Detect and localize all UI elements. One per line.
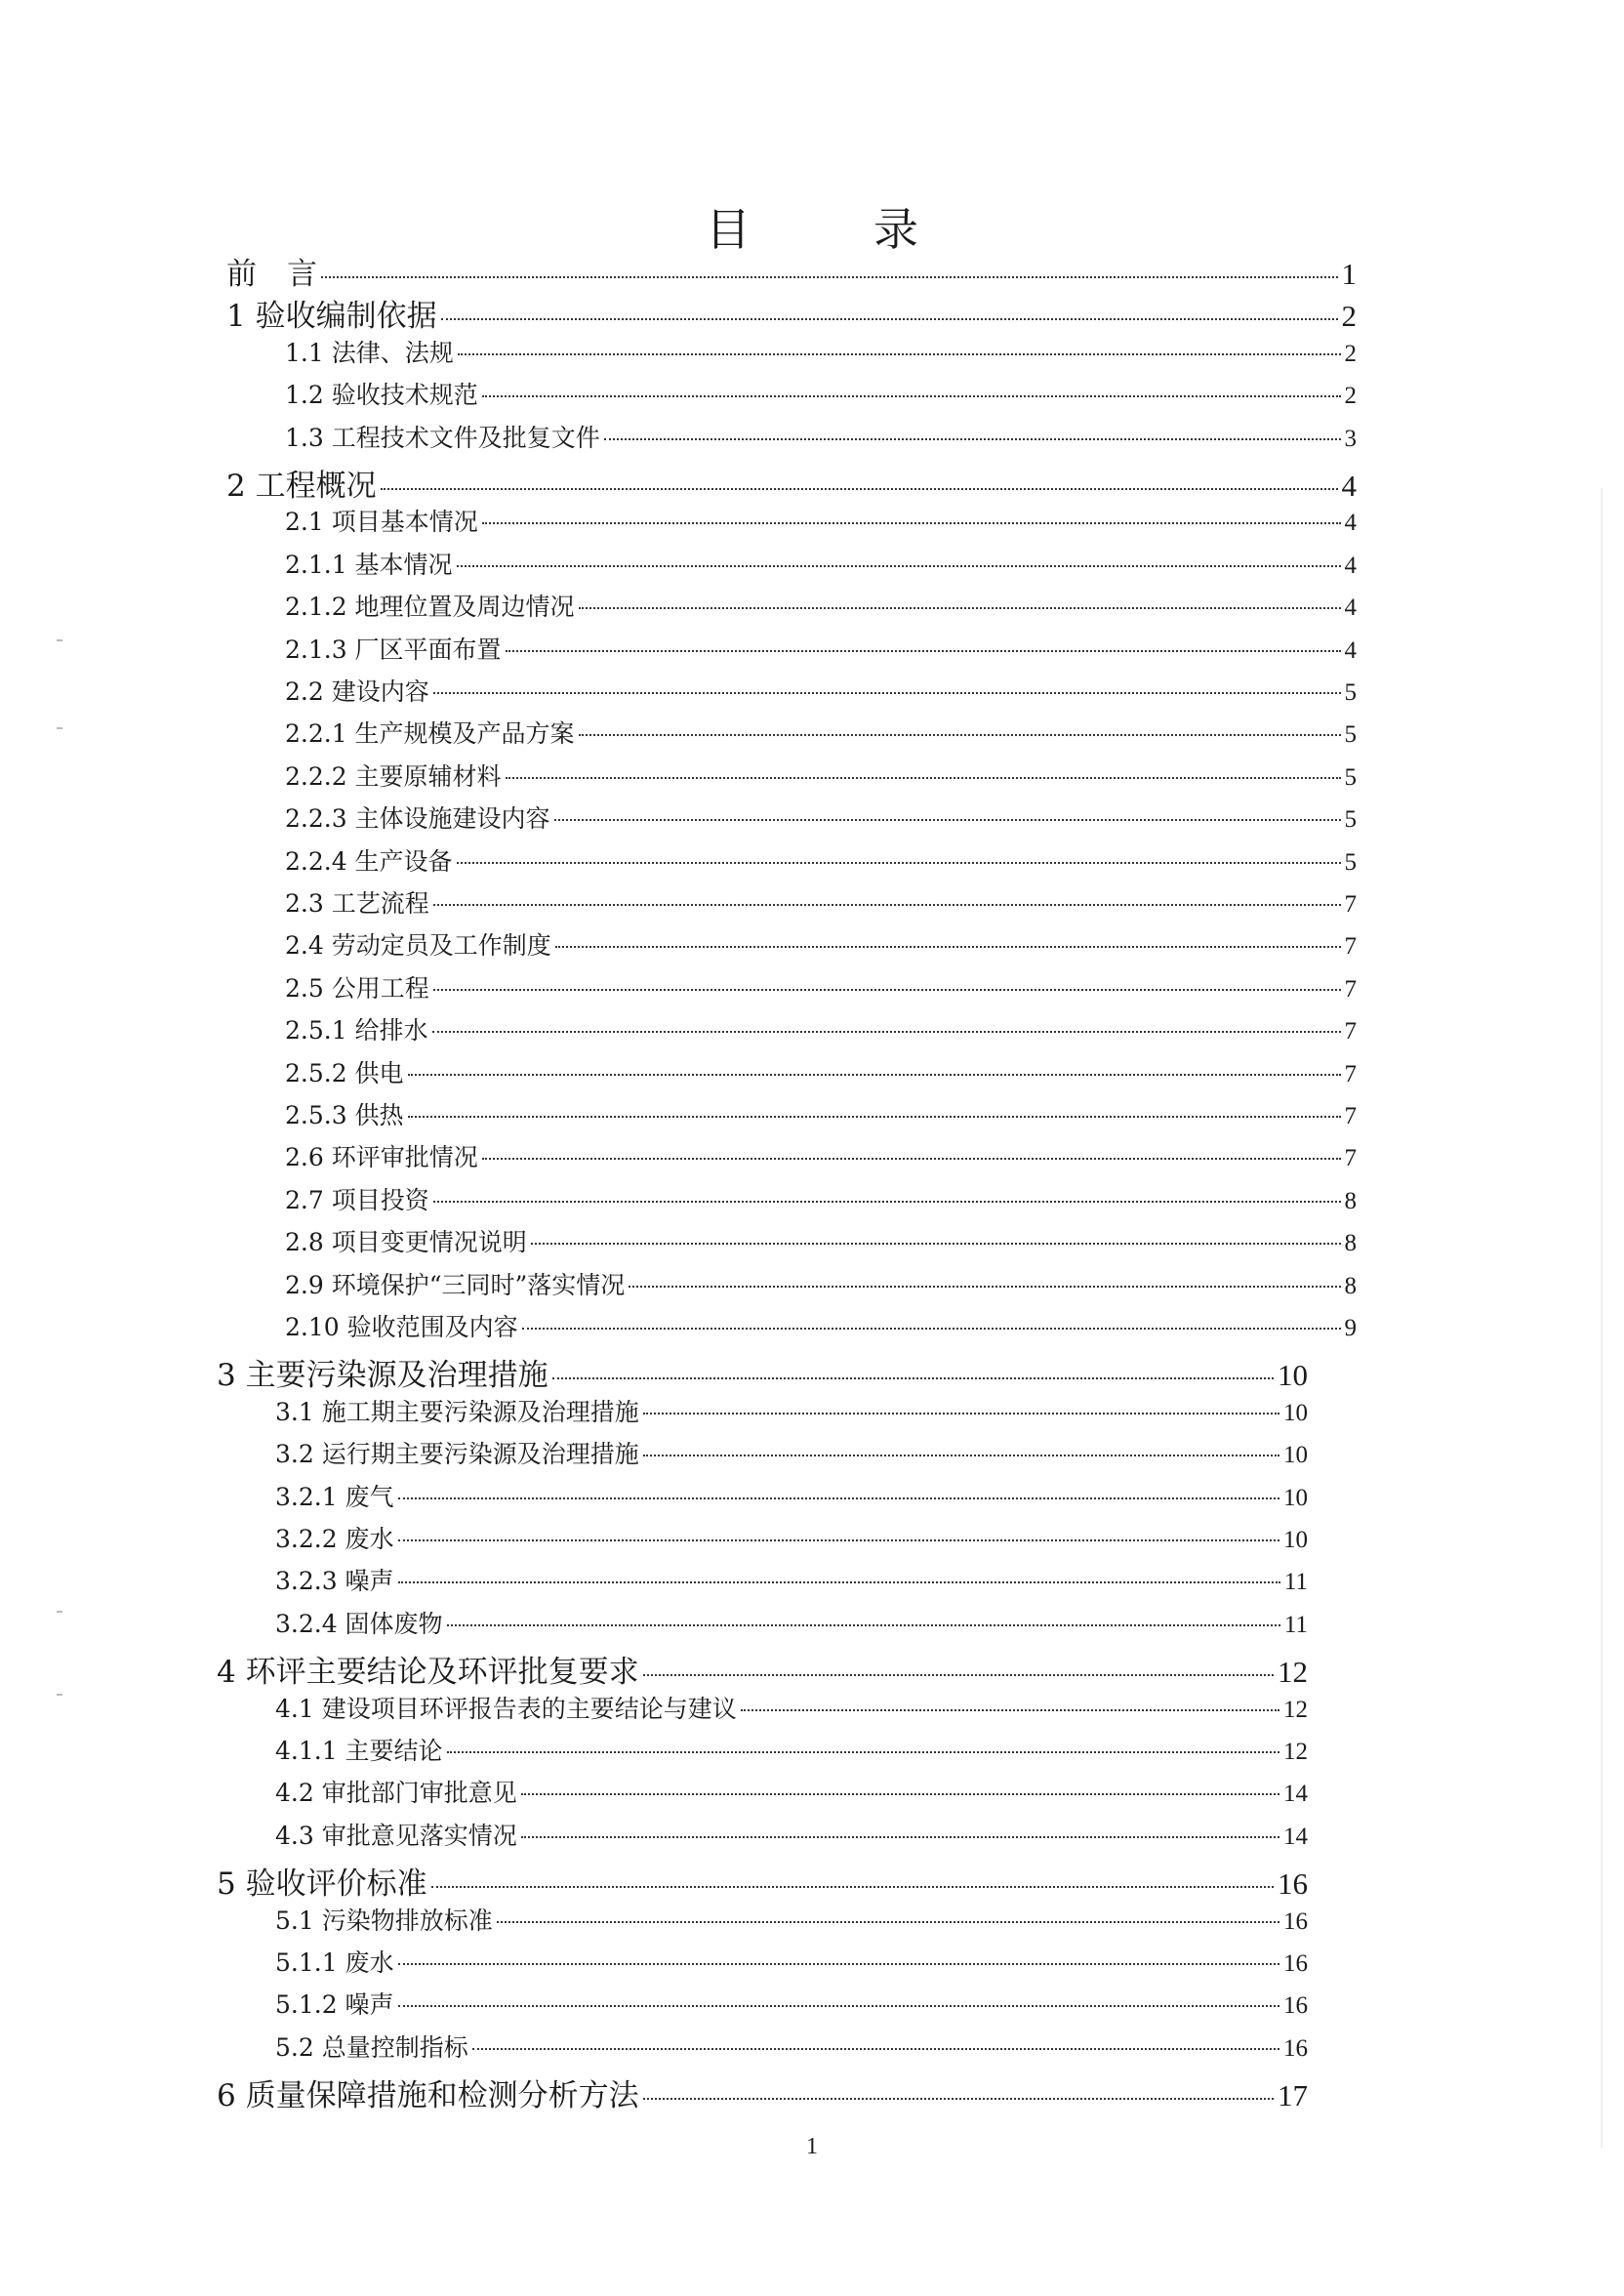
toc-leader-dots [457,565,1341,567]
toc-entry-label: 2.7 项目投资 [285,1185,429,1214]
toc-entry-label: 3.2.4 固体废物 [275,1609,443,1638]
toc-entry-label: 2.5.3 供热 [285,1101,404,1129]
toc-entry-page: 7 [1344,891,1357,918]
toc-entry-label: 2 工程概况 [226,469,377,504]
toc-entry-page: 10 [1283,1484,1308,1511]
toc-entry[interactable] [275,1902,1308,1945]
toc-leader-dots [522,1328,1341,1330]
toc-entry-page: 5 [1344,679,1357,706]
toc-entry[interactable] [275,1817,1308,1860]
toc-leader-dots [398,1963,1279,1965]
toc-entry[interactable] [285,503,1357,546]
toc-entry[interactable] [275,1478,1308,1521]
toc-entry-label: 2.5.1 给排水 [285,1016,428,1046]
toc-entry[interactable] [217,2070,1308,2113]
toc-leader-dots [629,1286,1340,1288]
toc-entry-page: 8 [1344,1187,1357,1214]
toc-leader-dots [579,734,1341,736]
toc-entry-page: 16 [1283,2034,1308,2062]
toc-entry-label: 2.2.3 主体设施建设内容 [285,804,550,834]
toc-entry[interactable] [285,758,1357,800]
toc-leader-dots [431,1886,1274,1888]
toc-entry-label: 5 验收评价标准 [217,1866,427,1903]
toc-leader-dots [408,1074,1341,1076]
toc-entry-label: 前 言 [226,257,317,292]
toc-leader-dots [472,2048,1279,2050]
toc-leader-dots [741,1709,1279,1711]
toc-leader-dots [321,276,1338,278]
toc-leader-dots [643,1455,1279,1456]
toc-entry[interactable] [285,334,1357,377]
toc-leader-dots [433,1201,1341,1203]
toc-leader-dots [482,395,1341,397]
toc-entry-page: 10 [1278,1358,1308,1393]
toc-entry[interactable] [275,1393,1308,1436]
scan-mark [57,639,62,641]
toc-entry-page: 7 [1344,1103,1357,1129]
toc-leader-dots [506,650,1341,652]
toc-leader-dots [447,1751,1279,1753]
toc-entry-page: 16 [1283,1907,1308,1935]
toc-leader-dots [433,989,1341,991]
toc-entry[interactable] [217,1647,1308,1690]
toc-leader-dots [521,1836,1279,1838]
toc-leader-dots [458,353,1341,355]
toc-entry-label: 1.2 验收技术规范 [285,381,478,410]
toc-leader-dots [398,1539,1279,1541]
toc-entry-label: 5.2 总量控制指标 [275,2032,468,2062]
toc-entry[interactable] [275,1520,1308,1563]
toc-entry[interactable] [285,376,1357,419]
toc-entry-page: 7 [1344,1018,1357,1046]
toc-entry-page: 10 [1283,1399,1308,1426]
toc-entry[interactable] [285,1011,1357,1054]
toc-entry[interactable] [285,715,1357,758]
toc-entry-page: 5 [1344,848,1357,876]
toc-entry-page: 3 [1344,425,1357,452]
toc-leader-dots [531,1243,1341,1245]
toc-entry-label: 2.4 劳动定员及工作制度 [285,931,551,961]
toc-entry-page: 8 [1344,1272,1357,1299]
toc-entry-page: 16 [1283,1992,1308,2020]
toc-entry-page: 12 [1283,1696,1308,1723]
scan-mark [57,1694,62,1696]
toc-entry-page: 7 [1344,1060,1357,1087]
toc-entry-page: 4 [1344,510,1357,537]
toc-entry-label: 2.2.1 生产规模及产品方案 [285,719,575,749]
toc-entry-label: 3.2.3 噪声 [275,1567,394,1596]
toc-entry[interactable] [275,1435,1308,1478]
page-number: 1 [806,2134,818,2159]
toc-entry[interactable] [285,631,1357,674]
toc-entry-label: 1 验收编制依据 [226,299,437,335]
toc-entry-page: 2 [1344,340,1357,367]
toc-leader-dots [552,1377,1274,1379]
toc-leader-dots [482,1158,1341,1160]
toc-entry-page: 4 [1341,469,1357,503]
toc-entry-label: 3.1 施工期主要污染源及治理措施 [275,1397,639,1426]
toc-entry-page: 5 [1344,763,1357,791]
toc-entry[interactable] [275,1690,1308,1733]
toc-leader-dots [432,1031,1341,1033]
toc-entry-page: 16 [1278,1866,1308,1902]
toc-entry-label: 1.1 法律、法规 [285,338,454,367]
toc-entry-page: 12 [1283,1739,1308,1765]
toc-entry-label: 2.6 环评审批情况 [285,1143,478,1172]
toc-leader-dots [506,777,1341,779]
toc-entry-label: 4.1 建设项目环评报告表的主要结论与建议 [275,1694,737,1723]
toc-entry-label: 2.5.2 供电 [285,1058,404,1087]
toc-entry[interactable] [275,1774,1308,1817]
toc-entry-page: 16 [1283,1950,1308,1977]
toc-entry[interactable] [285,1266,1357,1309]
toc-entry-page: 9 [1344,1315,1357,1341]
toc-leader-dots [497,1921,1279,1923]
toc-entry-page: 5 [1344,806,1357,834]
toc-entry[interactable] [275,1944,1308,1987]
toc-entry-page: 1 [1341,257,1357,291]
toc-entry-label: 4.2 审批部门审批意见 [275,1779,517,1808]
scan-mark [57,727,62,729]
toc-entry-label: 5.1.1 废水 [275,1948,394,1977]
toc-entry-page: 4 [1344,594,1357,622]
toc-entry-page: 4 [1344,552,1357,579]
toc-entry-label: 4.1.1 主要结论 [275,1737,443,1765]
toc-entry[interactable] [285,1054,1357,1097]
toc-entry-page: 10 [1283,1527,1308,1553]
scan-edge [1601,488,1603,2148]
toc-entry-page: 7 [1344,1145,1357,1172]
toc-entry[interactable] [226,461,1357,504]
toc-entry-page: 2 [1344,383,1357,410]
toc-entry-page: 10 [1283,1442,1308,1469]
toc-leader-dots [408,1116,1341,1118]
toc-entry[interactable] [226,249,1357,292]
toc-entry[interactable] [285,1223,1357,1266]
toc-leader-dots [398,1497,1279,1499]
toc-leader-dots [604,438,1341,440]
toc-entry-label: 2.10 验收范围及内容 [285,1313,518,1341]
toc-entry-label: 2.1 项目基本情况 [285,508,478,537]
toc-entry-label: 2.8 项目变更情况说明 [285,1228,527,1257]
toc-leader-dots [643,1674,1274,1676]
toc-leader-dots [441,318,1338,320]
toc-leader-dots [554,819,1341,821]
toc-entry-label: 2.2 建设内容 [285,677,429,706]
toc-entry-label: 5.1 污染物排放标准 [275,1906,493,1935]
toc-entry-label: 3.2.1 废气 [275,1482,394,1511]
toc-entry[interactable] [285,673,1357,716]
toc-leader-dots [482,522,1341,524]
toc-entry-page: 4 [1344,636,1357,664]
toc-entry-label: 6 质量保障措施和检测分析方法 [217,2078,639,2114]
scan-mark [57,1611,62,1613]
toc-entry[interactable] [285,800,1357,842]
toc-entry-label: 3.2 运行期主要污染源及治理措施 [275,1440,639,1469]
toc-entry-label: 2.1.1 基本情况 [285,550,453,579]
toc-leader-dots [643,2098,1274,2100]
toc-entry-label: 2.3 工艺流程 [285,889,429,918]
toc-entry[interactable] [217,1350,1308,1393]
toc-entry-page: 5 [1344,721,1357,749]
toc-entry[interactable] [275,1986,1308,2029]
toc-entry-label: 2.9 环境保护“三同时”落实情况 [285,1270,626,1299]
toc-leader-dots [381,488,1338,490]
toc-entry-label: 4.3 审批意见落实情况 [275,1821,517,1850]
toc-entry[interactable] [285,1096,1357,1139]
toc-entry[interactable] [285,842,1357,885]
toc-entry[interactable] [275,2029,1308,2071]
toc-leader-dots [433,692,1341,694]
toc-entry-label: 3 主要污染源及治理措施 [217,1358,548,1394]
toc-leader-dots [555,946,1341,948]
toc-entry-page: 11 [1283,1611,1308,1638]
toc-leader-dots [398,2005,1279,2007]
toc-entry-label: 2.1.2 地理位置及周边情况 [285,593,575,622]
toc-entry-page: 14 [1283,1823,1308,1850]
toc-entry-label: 2.1.3 厂区平面布置 [285,635,502,664]
toc-entry[interactable] [285,419,1357,462]
toc-title: 目 录 [706,203,957,256]
toc-entry-label: 2.5 公用工程 [285,973,429,1003]
toc-leader-dots [447,1624,1280,1626]
toc-entry-label: 2.2.2 主要原辅材料 [285,761,502,791]
toc-entry[interactable] [217,1859,1308,1902]
toc-entry[interactable] [285,884,1357,927]
toc-entry-page: 2 [1341,299,1357,334]
toc-entry-page: 7 [1344,933,1357,961]
toc-entry[interactable] [285,969,1357,1012]
toc-entry-page: 14 [1283,1781,1308,1808]
toc-entry[interactable] [226,291,1357,334]
toc-entry-label: 3.2.2 废水 [275,1525,394,1553]
toc-entry[interactable] [285,1138,1357,1181]
toc-entry-page: 8 [1344,1230,1357,1257]
toc-entry[interactable] [285,1181,1357,1224]
toc-leader-dots [643,1413,1279,1414]
toc-entry[interactable] [275,1732,1308,1775]
toc-entry-label: 5.1.2 噪声 [275,1990,394,2020]
toc-entry-label: 2.2.4 生产设备 [285,846,453,876]
toc-leader-dots [579,607,1341,609]
toc-entry-page: 12 [1278,1655,1308,1690]
toc-entry[interactable] [275,1605,1308,1648]
toc-entry-page: 11 [1283,1569,1308,1596]
toc-entry[interactable] [285,546,1357,589]
toc-leader-dots [433,904,1341,906]
toc-entry[interactable] [275,1562,1308,1605]
toc-entry-page: 17 [1278,2078,1308,2113]
toc-leader-dots [457,862,1341,864]
toc-entry-page: 7 [1344,975,1357,1003]
toc-entry[interactable] [285,588,1357,631]
toc-leader-dots [521,1793,1279,1795]
toc-leader-dots [398,1581,1280,1583]
toc-entry-label: 4 环评主要结论及环评批复要求 [217,1655,639,1691]
toc-entry[interactable] [285,1308,1357,1351]
toc-entry-label: 1.3 工程技术文件及批复文件 [285,423,600,452]
toc-entry[interactable] [285,926,1357,969]
